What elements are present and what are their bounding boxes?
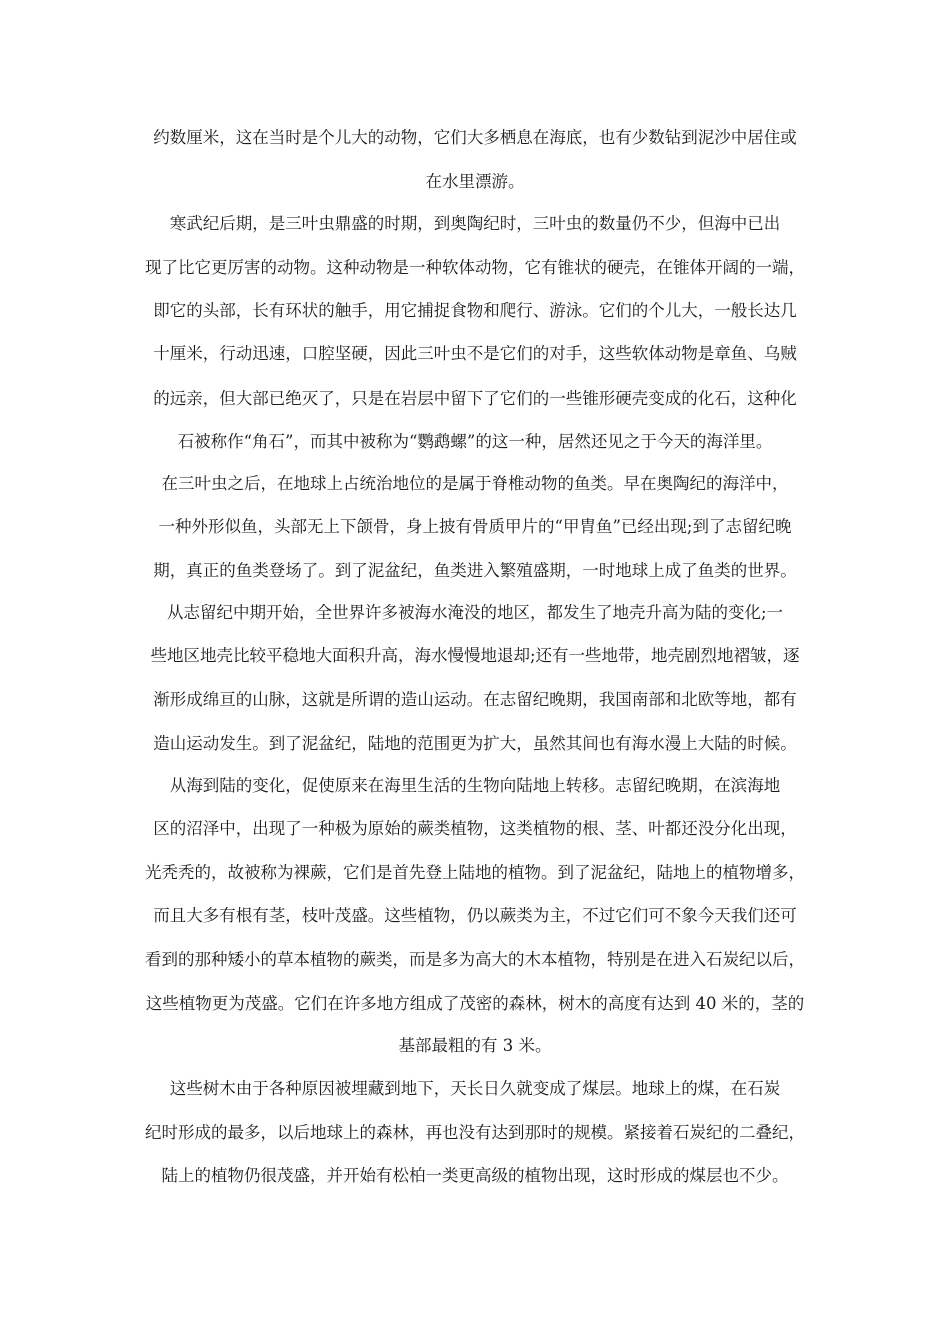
- text-line: 在三叶虫之后，在地球上占统治地位的是属于脊椎动物的鱼类。早在奥陶纪的海洋中，: [161, 474, 789, 493]
- text-line: 区的沼泽中，出现了一种极为原始的蕨类植物，这类植物的根、茎、叶都还没分化出现，: [153, 819, 797, 838]
- text-line: 光秃秃的，故被称为裸蕨，它们是首先登上陆地的植物。到了泥盆纪，陆地上的植物增多，: [145, 863, 805, 882]
- text-line: 现了比它更厉害的动物。这种动物是一种软体动物，它有锥状的硬壳，在锥体开阔的一端，: [145, 258, 805, 277]
- text-line: 一种外形似鱼，头部无上下颌骨，身上披有骨质甲片的“甲胄鱼”已经出现;到了志留纪晚: [158, 517, 792, 536]
- text-line: 的远亲，但大部已绝灭了，只是在岩层中留下了它们的一些锥形硬壳变成的化石，这种化: [153, 389, 797, 408]
- text-line: 从志留纪中期开始，全世界许多被海水淹没的地区，都发生了地壳升高为陆的变化;一: [166, 603, 784, 622]
- text-line: 十厘米，行动迅速，口腔坚硬，因此三叶虫不是它们的对手，这些软体动物是章鱼、乌贼: [153, 344, 797, 363]
- text-line: 期，真正的鱼类登场了。到了泥盆纪，鱼类进入繁殖盛期，一时地球上成了鱼类的世界。: [153, 561, 797, 580]
- text-line: 这些植物更为茂盛。它们在许多地方组成了茂密的森林，树木的高度有达到 40 米的，茎的: [145, 994, 805, 1013]
- text-line: 从海到陆的变化，促使原来在海里生活的生物向陆地上转移。志留纪晚期，在滨海地: [169, 776, 781, 795]
- text-line: 而且大多有根有茎，枝叶茂盛。这些植物，仍以蕨类为主，不过它们可不象今天我们还可: [153, 906, 797, 925]
- text-line: 即它的头部，长有环状的触手，用它捕捉食物和爬行、游泳。它们的个儿大，一般长达几: [153, 301, 797, 320]
- text-line: 陆上的植物仍很茂盛，并开始有松柏一类更高级的植物出现，这时形成的煤层也不少。: [161, 1166, 789, 1185]
- text-line: 寒武纪后期，是三叶虫鼎盛的时期，到奥陶纪时，三叶虫的数量仍不少，但海中已出: [169, 214, 781, 233]
- text-line: 基部最粗的有 3 米。: [398, 1036, 552, 1055]
- text-line: 约数厘米，这在当时是个儿大的动物，它们大多栖息在海底，也有少数钻到泥沙中居住或: [153, 128, 797, 147]
- text-line: 看到的那种矮小的草本植物的蕨类，而是多为高大的木本植物，特别是在进入石炭纪以后，: [145, 950, 805, 969]
- text-line: 纪时形成的最多，以后地球上的森林，再也没有达到那时的规模。紧接着石炭纪的二叠纪，: [145, 1123, 805, 1142]
- text-line: 在水里漂游。: [425, 172, 525, 191]
- text-line: 些地区地壳比较平稳地大面积升高，海水慢慢地退却;还有一些地带，地壳剧烈地褶皱，逐: [150, 646, 800, 665]
- text-line: 渐形成绵亘的山脉，这就是所谓的造山运动。在志留纪晚期，我国南部和北欧等地，都有: [153, 690, 797, 709]
- text-line: 造山运动发生。到了泥盆纪，陆地的范围更为扩大，虽然其间也有海水漫上大陆的时候。: [153, 734, 797, 753]
- text-line: 这些树木由于各种原因被埋藏到地下，天长日久就变成了煤层。地球上的煤，在石炭: [169, 1079, 781, 1098]
- text-line: 石被称作“角石”，而其中被称为“鹦鹉螺”的这一种，居然还见之于今天的海洋里。: [177, 432, 773, 451]
